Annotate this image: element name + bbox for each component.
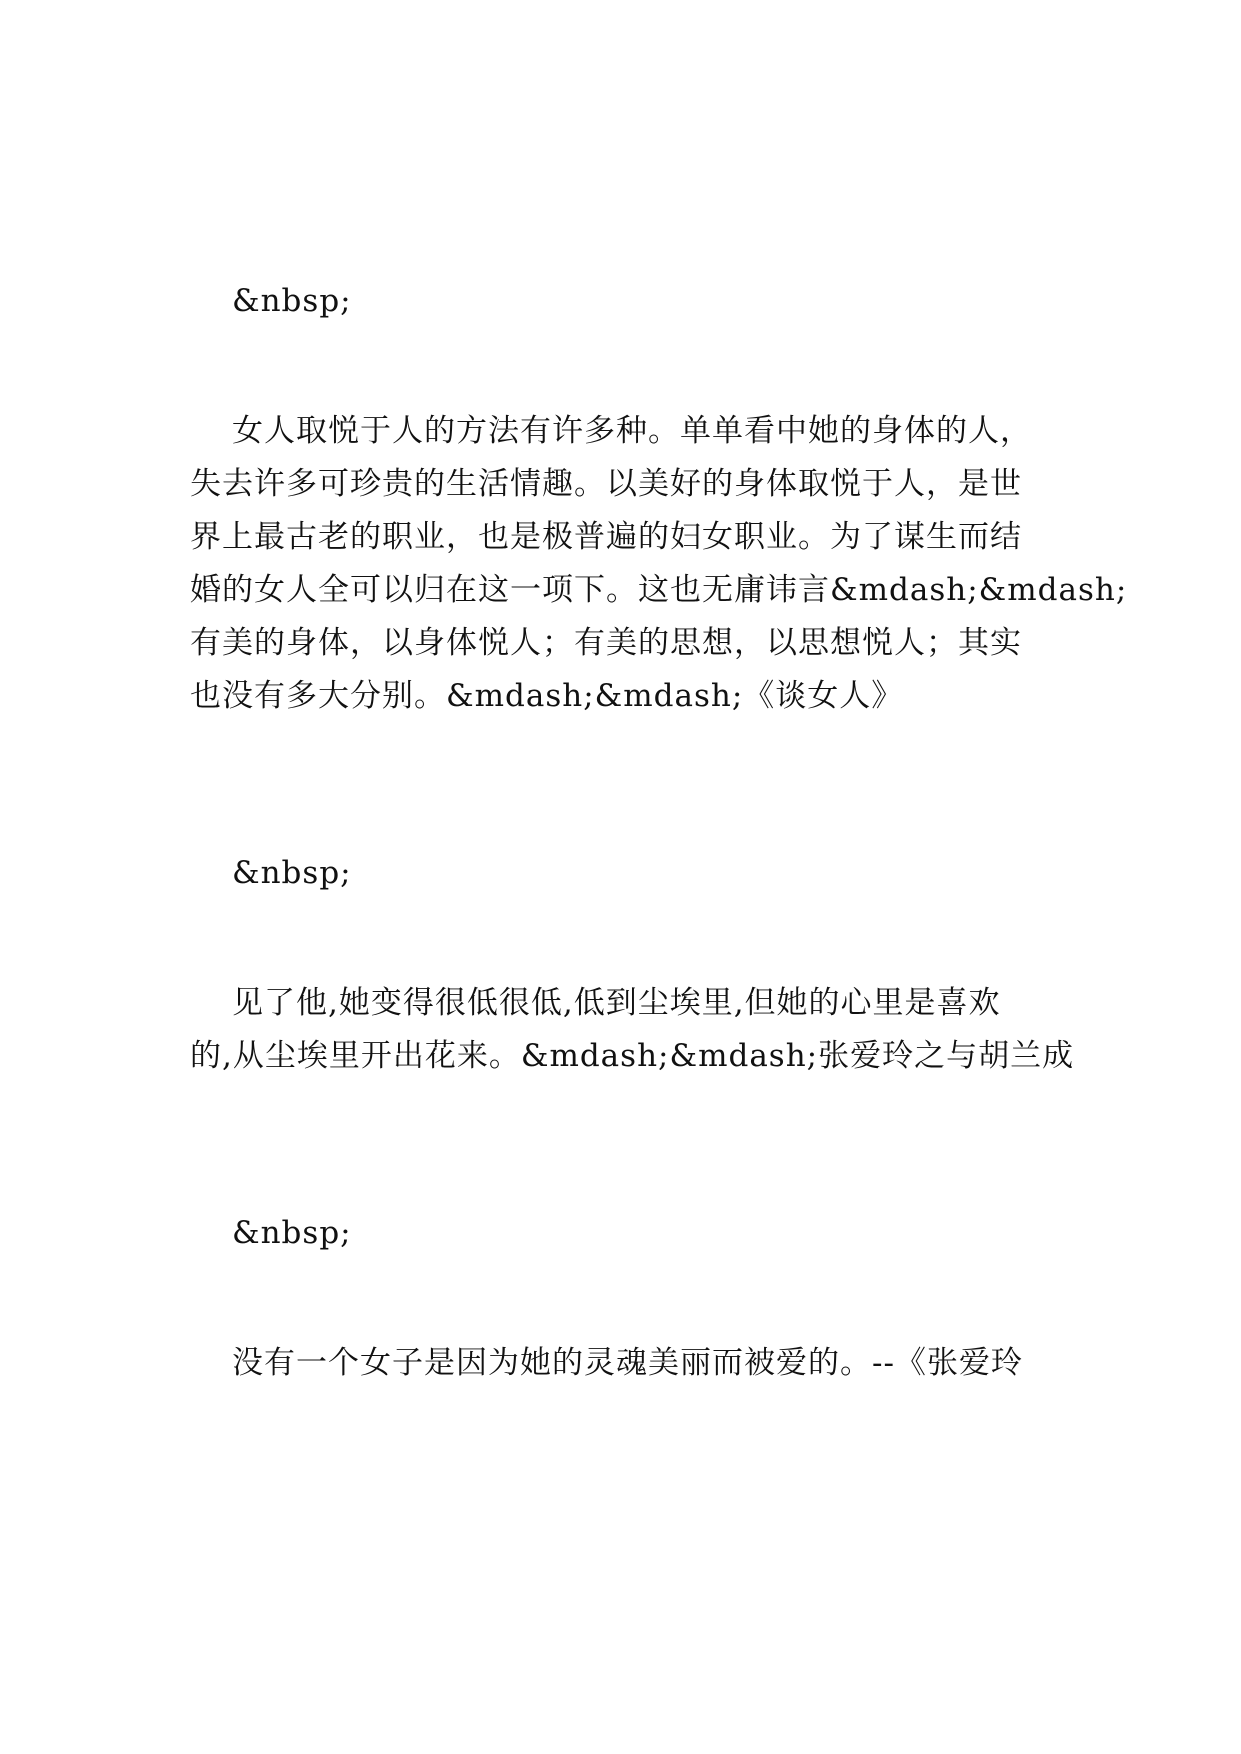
spacer-nbsp: &nbsp; bbox=[232, 855, 352, 891]
paragraph-line: 失去许多可珍贵的生活情趣。以美好的身体取悦于人，是世 bbox=[190, 466, 1022, 502]
paragraph-line: 女人取悦于人的方法有许多种。单单看中她的身体的人， bbox=[232, 413, 1032, 449]
paragraph-line: 有美的身体，以身体悦人；有美的思想，以思想悦人；其实 bbox=[190, 625, 1022, 661]
paragraph-line: 婚的女人全可以归在这一项下。这也无庸讳言&mdash;&mdash; bbox=[190, 572, 1128, 608]
paragraph-line: 见了他,她变得很低很低,低到尘埃里,但她的心里是喜欢 bbox=[232, 985, 1001, 1021]
spacer-nbsp: &nbsp; bbox=[232, 1215, 352, 1251]
paragraph-line: 界上最古老的职业，也是极普遍的妇女职业。为了谋生而结 bbox=[190, 519, 1022, 555]
paragraph-line: 也没有多大分别。&mdash;&mdash;《谈女人》 bbox=[190, 678, 904, 714]
spacer-nbsp: &nbsp; bbox=[232, 283, 352, 319]
paragraph-line: 的,从尘埃里开出花来。&mdash;&mdash;张爱玲之与胡兰成 bbox=[190, 1038, 1075, 1074]
paragraph-line: 没有一个女子是因为她的灵魂美丽而被爱的。--《张爱玲 bbox=[232, 1345, 1023, 1381]
